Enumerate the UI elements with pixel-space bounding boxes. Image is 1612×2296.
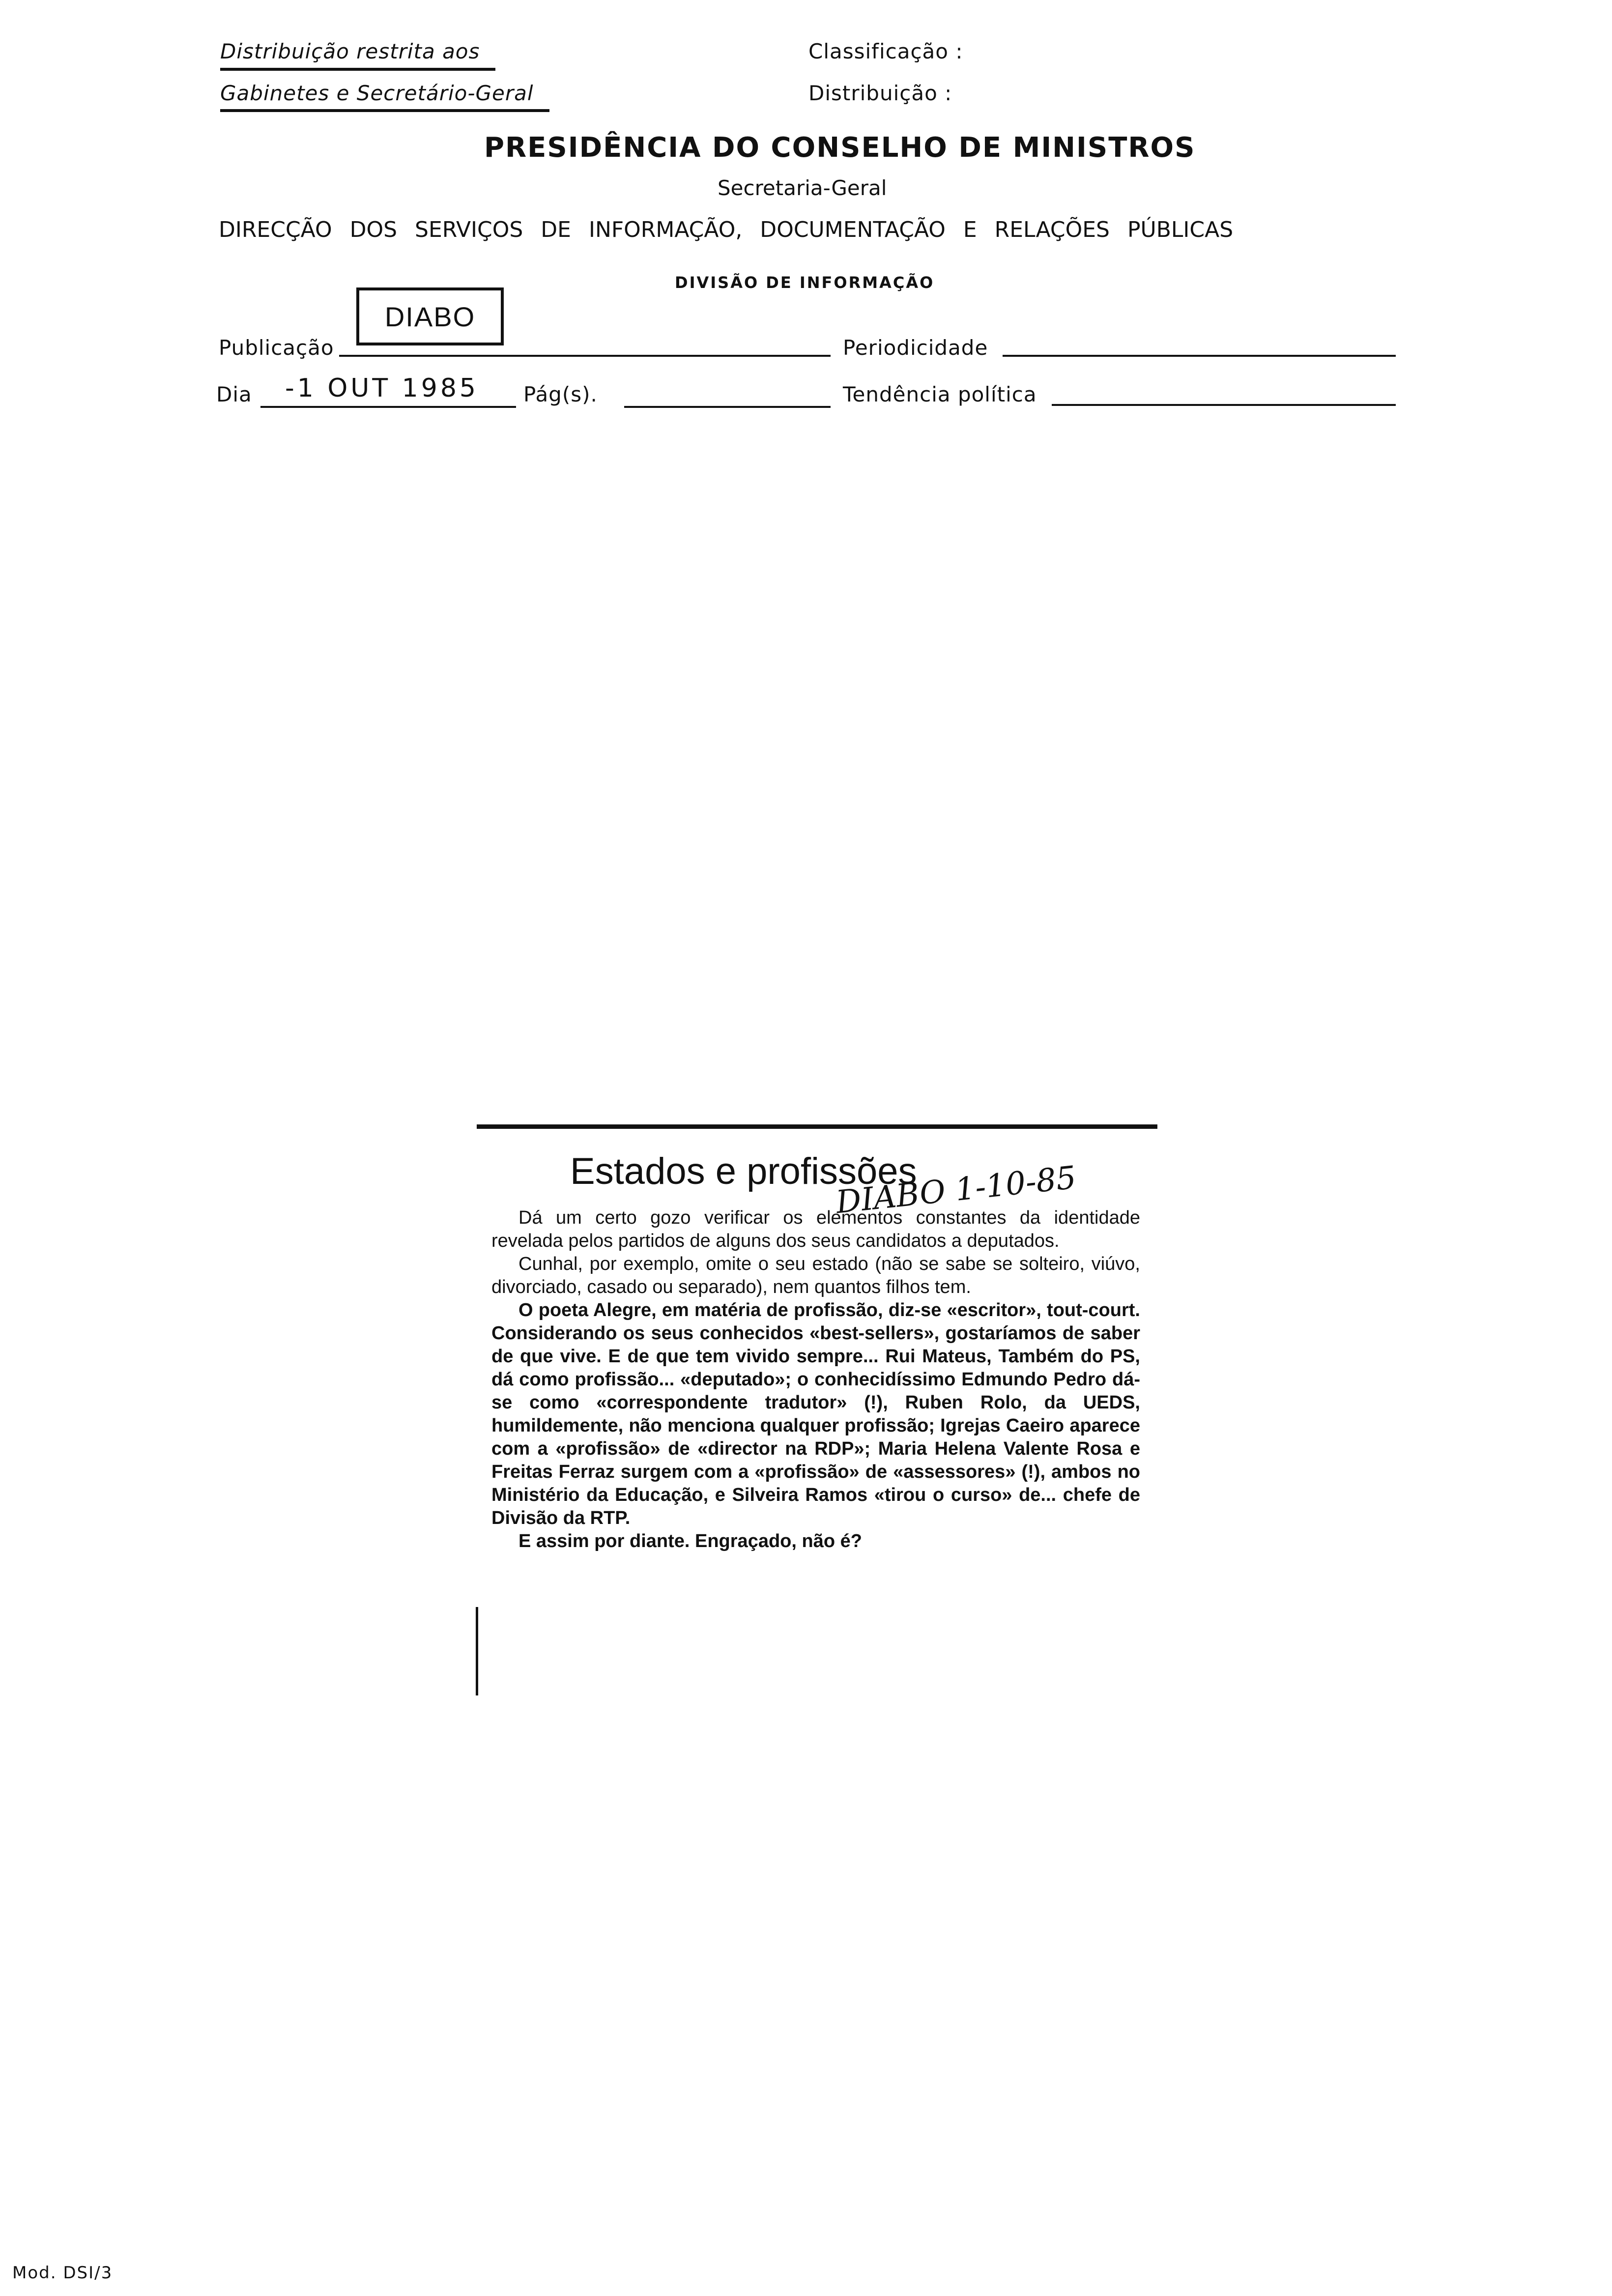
clipping-paragraph: E assim por diante. Engraçado, não é? [518,1531,862,1551]
periodicity-field-line [1003,355,1396,357]
division-line: DIVISÃO DE INFORMAÇÃO [675,273,935,292]
day-label: Dia [216,382,252,406]
date-stamp: -1 OUT 1985 [285,373,479,403]
clipping-margin-rule [476,1607,478,1695]
publication-label: Publicação [219,336,334,360]
pages-label: Pág(s). [523,382,598,406]
day-field-line [260,406,516,408]
distribution-label: Distribuição : [808,81,952,105]
handwritten-annotation: DIABO 1-10-85 [834,1159,1078,1221]
form-model-code: Mod. DSI/3 [12,2263,113,2283]
clipping-body [491,1206,1140,1553]
clipping-paragraph: Cunhal, por exemplo, omite o seu estado (não se sabe se solteiro, viúvo, divorciado, casado ou separado), nem quantos filhos tem. [491,1254,1140,1297]
publication-stamp: DIABO [356,287,504,345]
political-tendency-label: Tendência política [843,382,1037,406]
restricted-distribution-line2: Gabinetes e Secretário-Geral [220,81,534,105]
classification-label: Classificação : [808,39,963,63]
clipping-top-rule [477,1124,1157,1129]
clipping-paragraph: Dá um certo gozo verificar os elementos constantes da identidade revelada pelos partidos de alguns dos seus candidatos a deputados. [491,1207,1140,1251]
underline-2 [220,109,549,112]
clipping-paragraph: O poeta Alegre, em matéria de profissão, diz-se «escritor», tout-court. Considerando os seus conhecidos «best-sellers», gostaríamos de saber de que vive. E de que tem vivido sempre... Rui Mateus, Também do PS, dá como profissão... «deputado»; o conhecidíssimo Edmundo Pedro dá-se como «correspondente tradutor» (!), Ruben Rolo, da UEDS, humildemente, não menciona qualquer profissão; Igrejas Caeiro aparece com a «profissão» de «director na RDP»; Maria Helena Valente Rosa e Freitas Ferraz surgem com a «profissão» de «assessores» (!), ambos no Ministério da Educação, e Silveira Ramos «tirou o curso» de... chefe de Divisão da RTP. [491,1300,1140,1528]
publication-field-line [339,355,831,357]
periodicity-label: Periodicidade [843,336,988,360]
page-subtitle: Secretaria-Geral [718,176,887,200]
restricted-distribution-line1: Distribuição restrita aos [220,39,480,63]
pages-field-line [624,406,831,408]
page-title: PRESIDÊNCIA DO CONSELHO DE MINISTROS [484,132,1196,164]
directorate-line: DIRECÇÃO DOS SERVIÇOS DE INFORMAÇÃO, DOCUMENTAÇÃO E RELAÇÕES PÚBLICAS [219,217,1234,242]
political-tendency-field-line [1052,404,1396,406]
clipping-title: Estados e profissões [570,1150,917,1192]
underline-1 [220,68,495,71]
